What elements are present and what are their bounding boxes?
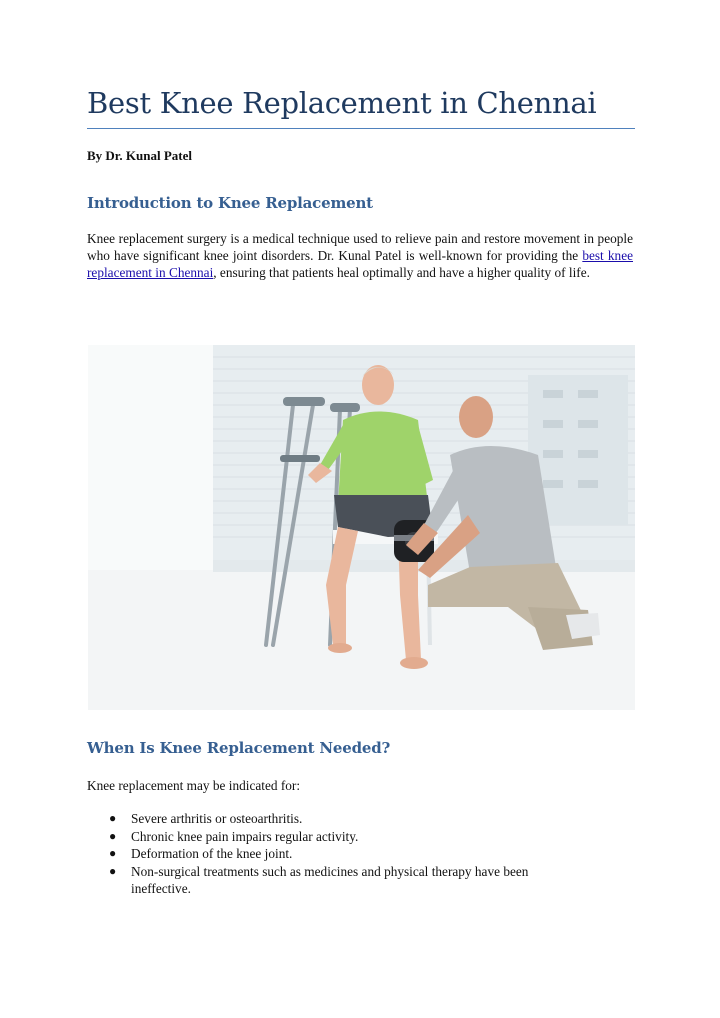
list-item-text: Severe arthritis or osteoarthritis. <box>131 811 303 826</box>
when-heading: When Is Knee Replacement Needed? <box>87 739 391 757</box>
list-item <box>87 828 587 846</box>
physiotherapy-photo-illustration <box>88 345 635 710</box>
bullet-icon: ● <box>109 863 117 878</box>
page-title: Best Knee Replacement in Chennai <box>87 86 597 120</box>
list-item <box>87 863 587 898</box>
article-photo <box>88 345 635 710</box>
list-item-text: Deformation of the knee joint. <box>131 846 293 861</box>
bullet-icon: ● <box>109 846 117 860</box>
list-item <box>87 810 587 828</box>
author-byline: By Dr. Kunal Patel <box>87 148 192 163</box>
intro-paragraph <box>87 230 633 281</box>
bullet-icon: ● <box>109 811 117 825</box>
list-item-text: Chronic knee pain impairs regular activity. <box>131 828 359 844</box>
bullet-icon: ● <box>109 828 117 843</box>
when-lead-paragraph: Knee replacement may be indicated for: <box>87 778 301 793</box>
knee-replacement-link[interactable]: best knee replacement in Chennai <box>87 248 633 280</box>
list-item <box>87 845 587 863</box>
list-item-text: Non-surgical treatments such as medicines and physical therapy have been ineffective. <box>131 863 529 896</box>
indications-list <box>87 810 587 898</box>
title-divider <box>87 128 635 129</box>
intro-text-start: Knee replacement surgery is a medical technique used to relieve pain and restore movement in people who have significant knee joint disorders. Dr. Kunal Patel is well-known for providing the <box>87 231 633 263</box>
intro-text-end: , ensuring that patients heal optimally and have a higher quality of life. <box>213 265 590 280</box>
intro-heading: Introduction to Knee Replacement <box>87 194 373 212</box>
